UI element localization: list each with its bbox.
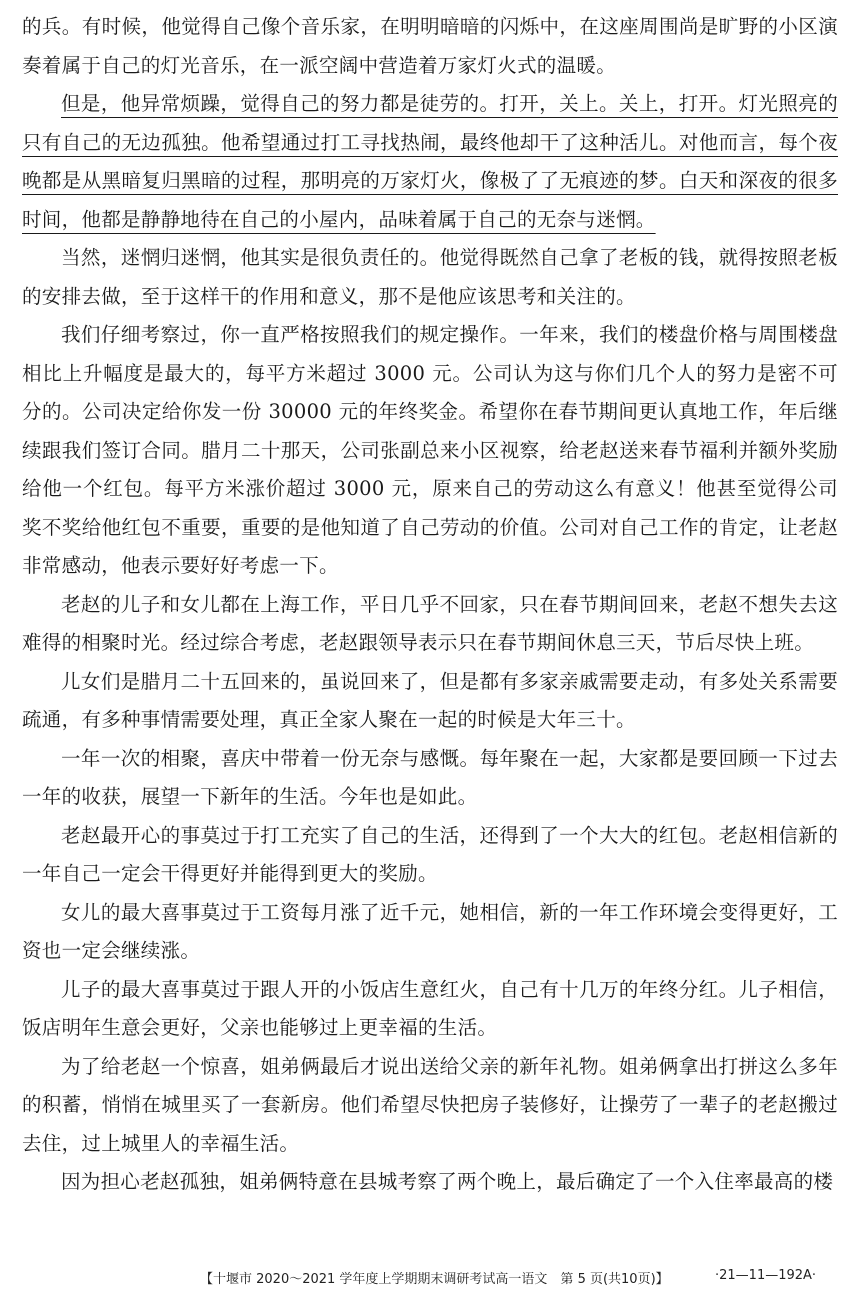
- paragraph-9: 儿子的最大喜事莫过于跟人开的小饭店生意红火，自己有十几万的年终分红。儿子相信，饭店明年生意会更好，父亲也能够过上更幸福的生活。: [22, 977, 838, 1039]
- document-page: [22, 0, 838, 1202]
- paragraph-3: 我们仔细考察过，你一直严格按照我们的规定操作。一年来，我们的楼盘价格与周围楼盘相比上升幅度是最大的，每平方米超过 3000 元。公司认为这与你们几个人的努力是密不可分的。公司决定给你发一份 30000 元的年终奖金。希望你在春节期间更认真地工作，年后继续跟我们签订合同。腊月二十那天，公司张副总来小区视察，给老赵送来春节福利并额外奖励给他一个红包。每平方米涨价超过 3000 元，原来自己的劳动这么有意义！他甚至觉得公司奖不奖给他红包不重要，重要的是他知道了自己劳动的价值。公司对自己工作的肯定，让老赵非常感动，他表示要好好考虑一下。: [22, 323, 838, 577]
- paragraph-11: 因为担心老赵孤独，姐弟俩特意在县城考察了两个晚上，最后确定了一个入住率最高的楼: [61, 1170, 834, 1193]
- exam-page-label: 【十堰市 2020～2021 学年度上学期期末调研考试高一语文 第 5 页(共10页)】: [200, 1272, 669, 1287]
- paragraph-4: 老赵的儿子和女儿都在上海工作，平日几乎不回家，只在春节期间回来，老赵不想失去这难得的相聚时光。经过综合考虑，老赵跟领导表示只在春节期间休息三天，节后尽快上班。: [22, 592, 838, 654]
- underlined-passage: 但是，他异常烦躁，觉得自己的努力都是徒劳的。打开，关上。关上，打开。灯光照亮的只有自己的无边孤独。他希望通过打工寻找热闹，最终他却干了这种活儿。对他而言，每个夜晚都是从黑暗复归黑暗的过程，那明亮的万家灯火，像极了了无痕迹的梦。白天和深夜的很多时间，他都是静静地待在自己的小屋内，品味着属于自己的无奈与迷惘。: [22, 92, 838, 231]
- paragraph-7: 老赵最开心的事莫过于打工充实了自己的生活，还得到了一个大大的红包。老赵相信新的一年自己一定会干得更好并能得到更大的奖励。: [22, 823, 838, 885]
- paragraph-2: 当然，迷惘归迷惘，他其实是很负责任的。他觉得既然自己拿了老板的钱，就得按照老板的安排去做，至于这样干的作用和意义，那不是他应该思考和关注的。: [22, 246, 838, 308]
- paragraph-6: 一年一次的相聚，喜庆中带着一份无奈与感慨。每年聚在一起，大家都是要回顾一下过去一年的收获，展望一下新年的生活。今年也是如此。: [22, 746, 838, 808]
- paragraph-8: 女儿的最大喜事莫过于工资每月涨了近千元，她相信，新的一年工作环境会变得更好，工资也一定会继续涨。: [22, 900, 838, 962]
- page-footer: [0, 1268, 860, 1292]
- exam-code: ·21—11—192A·: [715, 1268, 817, 1283]
- paragraph-0: 的兵。有时候，他觉得自己像个音乐家，在明明暗暗的闪烁中，在这座周围尚是旷野的小区演奏着属于自己的灯光音乐，在一派空阔中营造着万家灯火式的温暖。: [22, 15, 838, 77]
- paragraph-5: 儿女们是腊月二十五回来的，虽说回来了，但是都有多家亲戚需要走动，有多处关系需要疏通，有多种事情需要处理，真正全家人聚在一起的时候是大年三十。: [22, 669, 838, 731]
- paragraph-10: 为了给老赵一个惊喜，姐弟俩最后才说出送给父亲的新年礼物。姐弟俩拿出打拼这么多年的积蓄，悄悄在城里买了一套新房。他们希望尽快把房子装修好，让操劳了一辈子的老赵搬过去住，过上城里人的幸福生活。: [22, 1054, 838, 1155]
- paragraph-1-underlined: [22, 85, 838, 239]
